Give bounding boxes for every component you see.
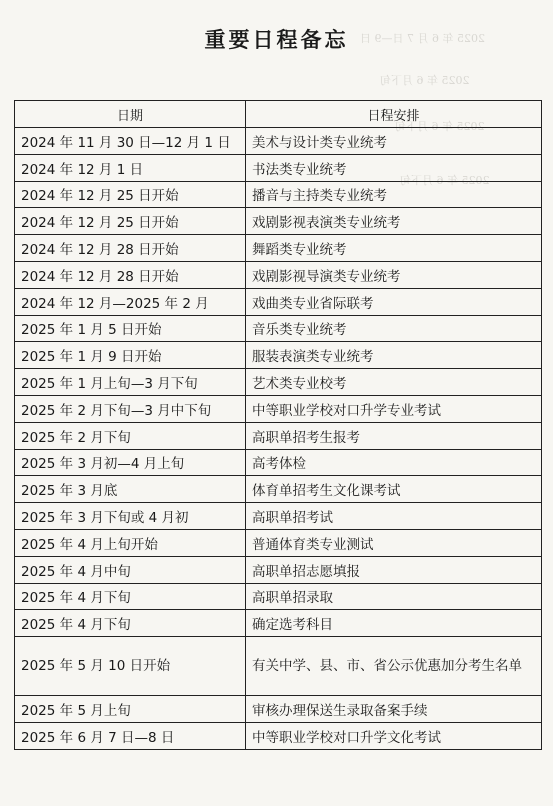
date-cell: 2025 年 1 月 9 日开始 xyxy=(15,342,246,369)
table-row xyxy=(15,583,542,610)
table-row xyxy=(15,422,542,449)
event-cell: 高职单招考生报考 xyxy=(246,422,542,449)
event-cell: 中等职业学校对口升学专业考试 xyxy=(246,395,542,422)
table-row xyxy=(15,610,542,637)
date-cell: 2024 年 12 月 25 日开始 xyxy=(15,181,246,208)
bleed-through-text: 2025 年 6 月下旬 xyxy=(395,120,485,133)
event-cell: 有关中学、县、市、省公示优惠加分考生名单 xyxy=(246,637,542,696)
date-cell: 2025 年 3 月下旬或 4 月初 xyxy=(15,503,246,530)
date-cell: 2025 年 3 月底 xyxy=(15,476,246,503)
bleed-through-text: 2025 年 6 月 7 日—9 日 xyxy=(360,32,485,45)
schedule-table xyxy=(14,100,542,750)
date-cell: 2025 年 5 月 10 日开始 xyxy=(15,637,246,696)
date-cell: 2025 年 1 月 5 日开始 xyxy=(15,315,246,342)
table-row xyxy=(15,476,542,503)
date-cell: 2024 年 12 月—2025 年 2 月 xyxy=(15,288,246,315)
page-title: 重要日程备忘 xyxy=(204,28,349,53)
bleed-through-text: 2025 年 6 月下旬 xyxy=(400,174,490,187)
table-row xyxy=(15,369,542,396)
date-cell: 2024 年 12 月 25 日开始 xyxy=(15,208,246,235)
event-cell: 高职单招录取 xyxy=(246,583,542,610)
table-row xyxy=(15,556,542,583)
event-cell: 戏剧影视导演类专业统考 xyxy=(246,261,542,288)
table-row xyxy=(15,181,542,208)
date-cell: 2024 年 12 月 28 日开始 xyxy=(15,261,246,288)
event-cell: 艺术类专业校考 xyxy=(246,369,542,396)
date-cell: 2024 年 12 月 1 日 xyxy=(15,154,246,181)
table-row xyxy=(15,529,542,556)
table-row xyxy=(15,503,542,530)
event-cell: 服装表演类专业统考 xyxy=(246,342,542,369)
event-cell: 体育单招考生文化课考试 xyxy=(246,476,542,503)
bleed-through-text: 2025 年 6 月下旬 xyxy=(380,74,470,87)
date-cell: 2025 年 4 月下旬 xyxy=(15,610,246,637)
date-cell: 2025 年 5 月上旬 xyxy=(15,696,246,723)
date-cell: 2025 年 4 月中旬 xyxy=(15,556,246,583)
date-cell: 2025 年 1 月上旬—3 月下旬 xyxy=(15,369,246,396)
table-row xyxy=(15,261,542,288)
table-row xyxy=(15,342,542,369)
date-cell: 2025 年 3 月初—4 月上旬 xyxy=(15,449,246,476)
event-cell: 确定选考科目 xyxy=(246,610,542,637)
event-cell: 普通体育类专业测试 xyxy=(246,529,542,556)
date-cell: 2025 年 2 月下旬—3 月中下旬 xyxy=(15,395,246,422)
event-cell: 戏剧影视表演类专业统考 xyxy=(246,208,542,235)
table-row xyxy=(15,208,542,235)
event-cell: 舞蹈类专业统考 xyxy=(246,235,542,262)
table-row xyxy=(15,154,542,181)
date-cell: 2025 年 4 月下旬 xyxy=(15,583,246,610)
event-cell: 高职单招考试 xyxy=(246,503,542,530)
event-cell: 戏曲类专业省际联考 xyxy=(246,288,542,315)
table-row xyxy=(15,288,542,315)
table-row xyxy=(15,449,542,476)
date-cell: 2025 年 2 月下旬 xyxy=(15,422,246,449)
table-row xyxy=(15,235,542,262)
date-cell: 2025 年 4 月上旬开始 xyxy=(15,529,246,556)
table-row xyxy=(15,696,542,723)
table-row xyxy=(15,395,542,422)
table-row xyxy=(15,637,542,696)
event-cell: 播音与主持类专业统考 xyxy=(246,181,542,208)
event-cell: 书法类专业统考 xyxy=(246,154,542,181)
event-cell: 美术与设计类专业统考 xyxy=(246,128,542,155)
column-header-event: 日程安排 xyxy=(246,101,542,128)
event-cell: 高考体检 xyxy=(246,449,542,476)
event-cell: 中等职业学校对口升学文化考试 xyxy=(246,722,542,749)
date-cell: 2024 年 11 月 30 日—12 月 1 日 xyxy=(15,128,246,155)
table-row xyxy=(15,128,542,155)
date-cell: 2024 年 12 月 28 日开始 xyxy=(15,235,246,262)
column-header-date: 日期 xyxy=(15,101,246,128)
table-header-row xyxy=(15,101,542,128)
event-cell: 高职单招志愿填报 xyxy=(246,556,542,583)
event-cell: 审核办理保送生录取备案手续 xyxy=(246,696,542,723)
date-cell: 2025 年 6 月 7 日—8 日 xyxy=(15,722,246,749)
event-cell: 音乐类专业统考 xyxy=(246,315,542,342)
table-row xyxy=(15,722,542,749)
table-row xyxy=(15,315,542,342)
